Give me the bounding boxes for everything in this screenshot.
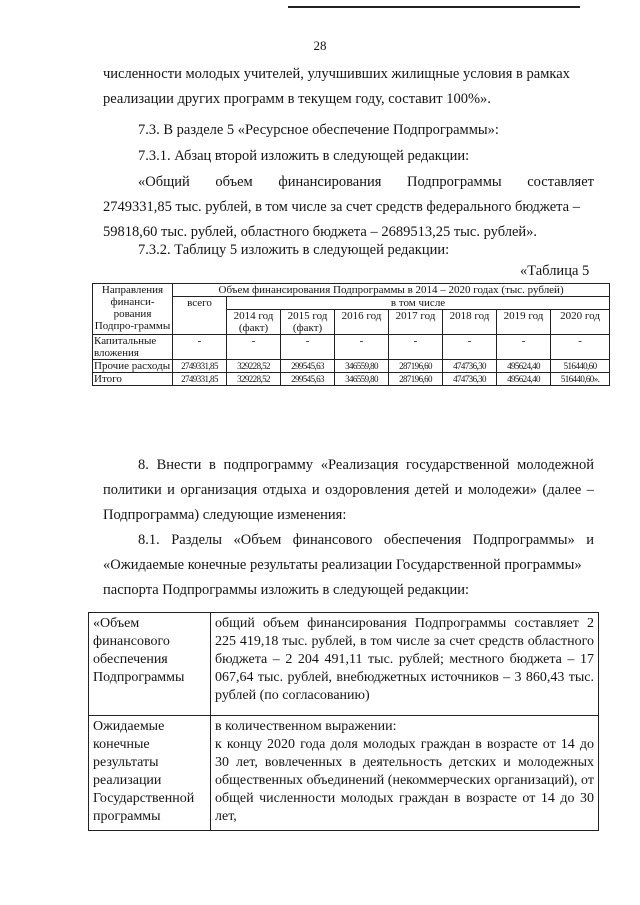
table-row-total xyxy=(93,373,610,386)
passport-row-value: общий объем финансирования Подпрограммы составляет 2 225 419,18 тыс. рублей, в том числе за счет средств областного бюджета – 2 204 491,11 тыс. рублей; местного бюджета – 17 067,64 тыс. рублей, внебюджетных источников – 3 860,43 тыс. рублей (по согласованию) xyxy=(211,613,599,716)
header-rule xyxy=(288,6,580,8)
header-volume: Объем финансирования Подпрограммы в 2014 – 2020 годах (тыс. рублей) xyxy=(173,284,610,297)
paragraph-line: 8.1. Разделы «Объем финансового обеспечения Подпрограммы» и xyxy=(138,532,594,548)
section-heading-7-3: 7.3. В разделе 5 «Ресурсное обеспечение Подпрограммы»: xyxy=(138,122,499,138)
header-year: 2018 год xyxy=(443,310,497,335)
table-caption: «Таблица 5 xyxy=(520,263,590,279)
cell-value: 474736,30 xyxy=(443,360,497,373)
passport-table xyxy=(88,612,599,831)
paragraph-line: паспорта Подпрограммы изложить в следующей редакции: xyxy=(103,582,470,598)
page-number: 28 xyxy=(313,38,327,53)
cell-value: - xyxy=(389,335,443,360)
cell-value: - xyxy=(335,335,389,360)
passport-row-value xyxy=(211,716,599,831)
cell-value: 495624,40 xyxy=(497,373,551,386)
cell-total: - xyxy=(173,335,227,360)
cell-value: - xyxy=(497,335,551,360)
paragraph-line: Подпрограмма) следующие изменения: xyxy=(103,507,347,523)
cell-value: - xyxy=(443,335,497,360)
header-year: 2014 год (факт) xyxy=(227,310,281,335)
quote-line: 2749331,85 тыс. рублей, в том числе за счет средств федерального бюджета – xyxy=(103,199,580,215)
cell-value: 495624,40 xyxy=(497,360,551,373)
cell-value: 329228,52 xyxy=(227,373,281,386)
paragraph-line: «Ожидаемые конечные результаты реализации Государственной программы» xyxy=(103,557,582,573)
paragraph-line: политики и организация отдыха и оздоровления детей и молодежи» (далее – xyxy=(103,482,594,498)
cell-value: 299545,63 xyxy=(281,360,335,373)
header-year: 2016 год xyxy=(335,310,389,335)
cell-value: 329228,52 xyxy=(227,360,281,373)
passport-value-line: в количественном выражении: xyxy=(215,719,397,734)
quote-line: «Общий объем финансирования Подпрограммы составляет xyxy=(138,174,594,190)
row-label: Прочие расходы xyxy=(93,360,173,373)
header-year: 2020 год xyxy=(551,310,610,335)
cell-value: 287196,60 xyxy=(389,360,443,373)
paragraph-line: реализации других программ в текущем году, составит 100%». xyxy=(103,91,491,107)
cell-value: 516440,60 xyxy=(551,360,610,373)
table-row xyxy=(93,335,610,360)
financing-table xyxy=(92,283,610,386)
header-year: 2019 год xyxy=(497,310,551,335)
cell-value: 346559,80 xyxy=(335,373,389,386)
row-label: Капитальные вложения xyxy=(93,335,173,360)
header-year: 2017 год xyxy=(389,310,443,335)
cell-total: 2749331,85 xyxy=(173,373,227,386)
paragraph-line: 8. Внести в подпрограмму «Реализация государственной молодежной xyxy=(138,457,594,473)
table-row xyxy=(93,360,610,373)
header-direction: Направления финанси-рования Подпро-граммы xyxy=(93,284,173,335)
cell-value: 474736,30 xyxy=(443,373,497,386)
cell-value: 346559,80 xyxy=(335,360,389,373)
quote-line: 59818,60 тыс. рублей, областного бюджета – 2689513,25 тыс. рублей». xyxy=(103,224,538,240)
passport-row-label: Ожидаемые конечные результаты реализации Государственной программы xyxy=(89,716,211,831)
passport-value-line: к концу 2020 года доля молодых граждан в возрасте от 14 до 30 лет, вовлеченных в деятельность детских и молодежных общественных объединений (некоммерческих организаций), от общей численности молодых граждан в возрасте от 14 до 30 лет, xyxy=(215,737,594,824)
row-label: Итого xyxy=(93,373,173,386)
cell-value: - xyxy=(281,335,335,360)
header-total: всего xyxy=(173,297,227,335)
section-heading-7-3-1: 7.3.1. Абзац второй изложить в следующей редакции: xyxy=(138,148,470,164)
section-heading-7-3-2: 7.3.2. Таблицу 5 изложить в следующей редакции: xyxy=(138,242,450,258)
cell-total: 2749331,85 xyxy=(173,360,227,373)
passport-row-label: «Объем финансового обеспечения Подпрограммы xyxy=(89,613,211,716)
cell-value: 287196,60 xyxy=(389,373,443,386)
table-row xyxy=(89,613,599,716)
cell-value: 516440,60». xyxy=(551,373,610,386)
paragraph-line: численности молодых учителей, улучшивших жилищные условия в рамках xyxy=(103,66,570,82)
cell-value: - xyxy=(551,335,610,360)
cell-value: - xyxy=(227,335,281,360)
table-row xyxy=(89,716,599,831)
cell-value: 299545,63 xyxy=(281,373,335,386)
header-including: в том числе xyxy=(227,297,610,310)
header-year: 2015 год (факт) xyxy=(281,310,335,335)
